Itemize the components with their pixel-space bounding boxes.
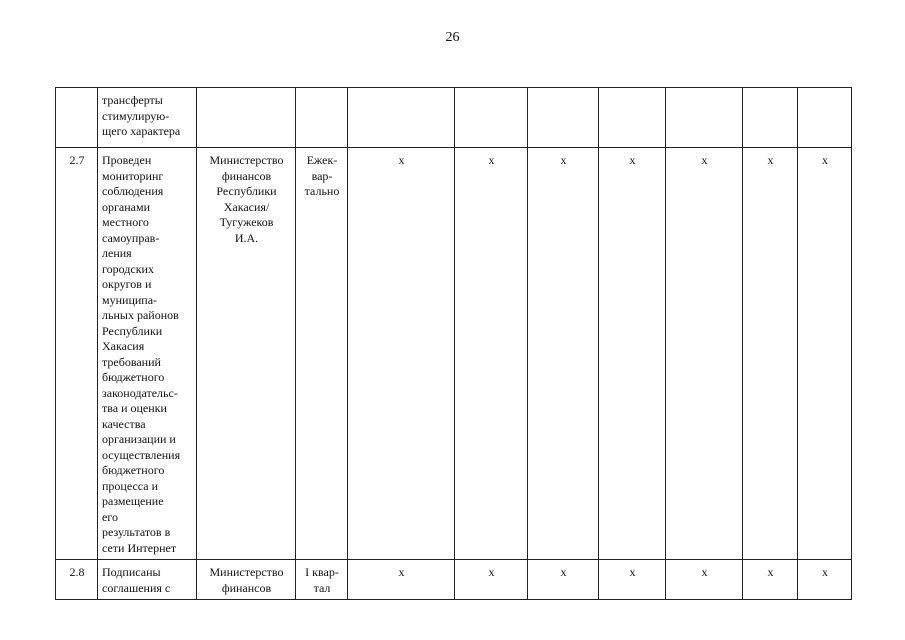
executor — [197, 88, 296, 148]
table-cell — [599, 88, 666, 148]
table-cell: x — [743, 560, 798, 600]
table-cell: x — [528, 148, 599, 560]
table-cell: x — [348, 560, 455, 600]
table-cell — [666, 88, 743, 148]
table-cell: x — [599, 148, 666, 560]
page-number: 26 — [445, 30, 460, 45]
executor: Министерство финансов — [197, 560, 296, 600]
table-row — [56, 88, 852, 148]
row-number — [56, 88, 98, 148]
executor: Министерство финансов Республики Хакасия/ Тугужеков И.А. — [197, 148, 296, 560]
event-description: Проведен мониторинг соблюдения органами местного самоуправ- ления городских округов и муниципа- льных районов Республики Хакасия требований бюджетного законодательс- тва и оценки качества организации и осуществления бюджетного процесса и размещение его результатов в сети Интернет — [98, 148, 197, 560]
table-cell: x — [455, 148, 528, 560]
period: I квар- тал — [296, 560, 348, 600]
table-cell — [455, 88, 528, 148]
table-cell: x — [798, 560, 852, 600]
row-number: 2.7 — [56, 148, 98, 560]
table-cell: x — [798, 148, 852, 560]
table-row — [56, 560, 852, 600]
table-cell: x — [599, 560, 666, 600]
table-cell: x — [666, 148, 743, 560]
period: Ежек- вар- тально — [296, 148, 348, 560]
event-description: Подписаны соглашения с — [98, 560, 197, 600]
period — [296, 88, 348, 148]
plan-table — [55, 87, 852, 600]
table-cell — [348, 88, 455, 148]
row-number: 2.8 — [56, 560, 98, 600]
table-cell — [743, 88, 798, 148]
event-description: трансферты стимулирую- щего характера — [98, 88, 197, 148]
table-cell: x — [455, 560, 528, 600]
table-cell: x — [743, 148, 798, 560]
table-cell — [528, 88, 599, 148]
table-cell — [798, 88, 852, 148]
table-cell: x — [528, 560, 599, 600]
table-cell: x — [666, 560, 743, 600]
table-row — [56, 148, 852, 560]
table-cell: x — [348, 148, 455, 560]
